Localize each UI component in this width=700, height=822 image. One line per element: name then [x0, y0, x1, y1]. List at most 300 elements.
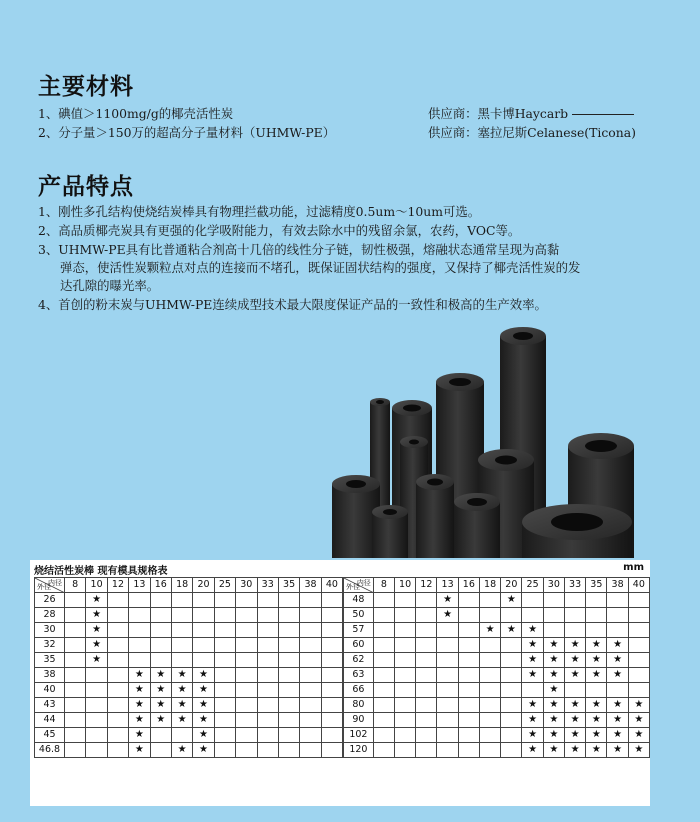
- available-star: ★: [171, 713, 192, 728]
- available-star: ★: [437, 608, 458, 623]
- empty-cell: [501, 728, 522, 743]
- table-row: [35, 713, 343, 728]
- outer-diameter-cell: 90: [344, 713, 374, 728]
- empty-cell: [522, 683, 543, 698]
- available-star: ★: [150, 683, 171, 698]
- empty-cell: [214, 593, 235, 608]
- empty-cell: [257, 743, 278, 758]
- empty-cell: [257, 623, 278, 638]
- empty-cell: [458, 608, 479, 623]
- empty-cell: [416, 743, 437, 758]
- empty-cell: [416, 623, 437, 638]
- empty-cell: [236, 713, 257, 728]
- empty-cell: [564, 683, 585, 698]
- available-star: ★: [564, 668, 585, 683]
- empty-cell: [278, 668, 299, 683]
- available-star: ★: [628, 728, 649, 743]
- outer-diameter-label: 外径: [37, 583, 51, 591]
- empty-cell: [214, 713, 235, 728]
- empty-cell: [86, 698, 107, 713]
- empty-cell: [394, 698, 415, 713]
- empty-cell: [501, 683, 522, 698]
- empty-cell: [437, 743, 458, 758]
- available-star: ★: [129, 683, 150, 698]
- table-row: [35, 593, 343, 608]
- empty-cell: [300, 743, 321, 758]
- features-heading: 产品特点: [38, 174, 134, 200]
- empty-cell: [416, 683, 437, 698]
- empty-cell: [416, 608, 437, 623]
- outer-diameter-cell: 40: [35, 683, 65, 698]
- empty-cell: [150, 623, 171, 638]
- outer-diameter-cell: 32: [35, 638, 65, 653]
- inner-diameter-header: 8: [373, 578, 394, 593]
- available-star: ★: [564, 728, 585, 743]
- inner-diameter-header: 33: [564, 578, 585, 593]
- material-supplier-2: 供应商：塞拉尼斯Celanese(Ticona): [428, 125, 636, 140]
- available-star: ★: [628, 698, 649, 713]
- empty-cell: [416, 593, 437, 608]
- outer-diameter-cell: 120: [344, 743, 374, 758]
- empty-cell: [437, 728, 458, 743]
- empty-cell: [437, 653, 458, 668]
- empty-cell: [628, 653, 649, 668]
- empty-cell: [437, 638, 458, 653]
- empty-cell: [479, 713, 500, 728]
- empty-cell: [501, 713, 522, 728]
- available-star: ★: [86, 608, 107, 623]
- empty-cell: [300, 638, 321, 653]
- inner-diameter-header: 20: [501, 578, 522, 593]
- empty-cell: [65, 593, 86, 608]
- table-row: [344, 698, 650, 713]
- empty-cell: [501, 698, 522, 713]
- outer-diameter-cell: 30: [35, 623, 65, 638]
- empty-cell: [300, 683, 321, 698]
- available-star: ★: [86, 593, 107, 608]
- feature-line-2: 2、高品质椰壳炭具有更强的化学吸附能力，有效去除水中的残留余氯，农药，VOC等。: [38, 223, 521, 238]
- available-star: ★: [586, 638, 607, 653]
- outer-diameter-cell: 46.8: [35, 743, 65, 758]
- available-star: ★: [129, 713, 150, 728]
- empty-cell: [522, 608, 543, 623]
- empty-cell: [214, 683, 235, 698]
- empty-cell: [65, 713, 86, 728]
- inner-diameter-header: 13: [129, 578, 150, 593]
- outer-diameter-cell: 102: [344, 728, 374, 743]
- available-star: ★: [543, 728, 564, 743]
- empty-cell: [278, 713, 299, 728]
- table-row: [344, 713, 650, 728]
- available-star: ★: [543, 698, 564, 713]
- table-row: [344, 743, 650, 758]
- spec-table-title: 烧结活性炭棒 现有模具规格表: [34, 566, 168, 577]
- available-star: ★: [586, 698, 607, 713]
- empty-cell: [586, 683, 607, 698]
- inner-diameter-label: 内径: [356, 579, 371, 587]
- table-row: [35, 638, 343, 653]
- empty-cell: [373, 728, 394, 743]
- empty-cell: [416, 668, 437, 683]
- outer-diameter-cell: 66: [344, 683, 374, 698]
- empty-cell: [257, 668, 278, 683]
- empty-cell: [150, 728, 171, 743]
- empty-cell: [86, 668, 107, 683]
- empty-cell: [607, 623, 628, 638]
- empty-cell: [278, 623, 299, 638]
- empty-cell: [479, 698, 500, 713]
- inner-diameter-header: 35: [586, 578, 607, 593]
- available-star: ★: [522, 668, 543, 683]
- empty-cell: [437, 623, 458, 638]
- empty-cell: [107, 623, 128, 638]
- empty-cell: [65, 608, 86, 623]
- table-row: [35, 683, 343, 698]
- empty-cell: [437, 668, 458, 683]
- empty-cell: [214, 653, 235, 668]
- inner-diameter-header: 25: [214, 578, 235, 593]
- empty-cell: [300, 623, 321, 638]
- empty-cell: [321, 698, 342, 713]
- empty-cell: [501, 608, 522, 623]
- empty-cell: [278, 728, 299, 743]
- empty-cell: [628, 638, 649, 653]
- empty-cell: [107, 683, 128, 698]
- empty-cell: [394, 713, 415, 728]
- table-row: [344, 668, 650, 683]
- available-star: ★: [564, 713, 585, 728]
- available-star: ★: [522, 728, 543, 743]
- empty-cell: [373, 593, 394, 608]
- empty-cell: [257, 713, 278, 728]
- available-star: ★: [607, 653, 628, 668]
- empty-cell: [214, 638, 235, 653]
- available-star: ★: [543, 653, 564, 668]
- empty-cell: [171, 638, 192, 653]
- empty-cell: [321, 713, 342, 728]
- empty-cell: [171, 623, 192, 638]
- empty-cell: [193, 623, 214, 638]
- feature-line-5: 达孔隙的曝光率。: [60, 278, 160, 293]
- empty-cell: [107, 698, 128, 713]
- available-star: ★: [193, 668, 214, 683]
- empty-cell: [321, 728, 342, 743]
- outer-diameter-cell: 62: [344, 653, 374, 668]
- empty-cell: [373, 608, 394, 623]
- empty-cell: [257, 608, 278, 623]
- empty-cell: [107, 593, 128, 608]
- empty-cell: [373, 653, 394, 668]
- underline-rule: [572, 114, 634, 115]
- empty-cell: [607, 608, 628, 623]
- empty-cell: [321, 638, 342, 653]
- available-star: ★: [607, 638, 628, 653]
- empty-cell: [278, 608, 299, 623]
- empty-cell: [214, 623, 235, 638]
- table-row: [344, 638, 650, 653]
- empty-cell: [278, 683, 299, 698]
- material-supplier-1: 供应商：黑卡博Haycarb: [428, 104, 634, 122]
- empty-cell: [150, 638, 171, 653]
- outer-diameter-cell: 57: [344, 623, 374, 638]
- table-row: [344, 608, 650, 623]
- empty-cell: [458, 653, 479, 668]
- table-row: [35, 623, 343, 638]
- empty-cell: [129, 608, 150, 623]
- table-row: [35, 653, 343, 668]
- empty-cell: [107, 668, 128, 683]
- empty-cell: [150, 653, 171, 668]
- table-row: [35, 698, 343, 713]
- table-row: [35, 728, 343, 743]
- outer-diameter-label: 外径: [346, 583, 360, 591]
- available-star: ★: [628, 743, 649, 758]
- available-star: ★: [522, 713, 543, 728]
- empty-cell: [373, 698, 394, 713]
- empty-cell: [543, 608, 564, 623]
- table-row: [344, 593, 650, 608]
- table-row: [344, 623, 650, 638]
- empty-cell: [236, 593, 257, 608]
- empty-cell: [607, 593, 628, 608]
- empty-cell: [416, 653, 437, 668]
- empty-cell: [586, 593, 607, 608]
- available-star: ★: [150, 668, 171, 683]
- empty-cell: [564, 623, 585, 638]
- inner-diameter-header: 20: [193, 578, 214, 593]
- empty-cell: [501, 668, 522, 683]
- available-star: ★: [171, 668, 192, 683]
- empty-cell: [107, 653, 128, 668]
- inner-diameter-header: 33: [257, 578, 278, 593]
- empty-cell: [394, 638, 415, 653]
- available-star: ★: [193, 743, 214, 758]
- empty-cell: [214, 743, 235, 758]
- empty-cell: [394, 608, 415, 623]
- available-star: ★: [522, 653, 543, 668]
- empty-cell: [236, 683, 257, 698]
- table-row: [35, 608, 343, 623]
- available-star: ★: [171, 743, 192, 758]
- empty-cell: [479, 728, 500, 743]
- available-star: ★: [564, 653, 585, 668]
- empty-cell: [321, 668, 342, 683]
- empty-cell: [171, 653, 192, 668]
- empty-cell: [501, 743, 522, 758]
- empty-cell: [129, 653, 150, 668]
- table-row: [344, 653, 650, 668]
- empty-cell: [586, 608, 607, 623]
- empty-cell: [278, 638, 299, 653]
- inner-diameter-header: 38: [607, 578, 628, 593]
- empty-cell: [479, 608, 500, 623]
- empty-cell: [416, 713, 437, 728]
- outer-diameter-cell: 28: [35, 608, 65, 623]
- empty-cell: [458, 743, 479, 758]
- available-star: ★: [628, 713, 649, 728]
- outer-diameter-cell: 60: [344, 638, 374, 653]
- available-star: ★: [501, 623, 522, 638]
- empty-cell: [628, 683, 649, 698]
- empty-cell: [479, 638, 500, 653]
- empty-cell: [257, 593, 278, 608]
- available-star: ★: [522, 623, 543, 638]
- empty-cell: [65, 743, 86, 758]
- empty-cell: [257, 638, 278, 653]
- empty-cell: [236, 623, 257, 638]
- empty-cell: [278, 743, 299, 758]
- available-star: ★: [479, 623, 500, 638]
- empty-cell: [65, 638, 86, 653]
- inner-diameter-header: 40: [321, 578, 342, 593]
- inner-diameter-header: 30: [543, 578, 564, 593]
- inner-diameter-header: 18: [171, 578, 192, 593]
- empty-cell: [65, 623, 86, 638]
- inner-diameter-header: 38: [300, 578, 321, 593]
- available-star: ★: [501, 593, 522, 608]
- empty-cell: [437, 683, 458, 698]
- empty-cell: [65, 668, 86, 683]
- empty-cell: [479, 743, 500, 758]
- feature-line-4: 弹态，使活性炭颗粒点对点的连接而不堵孔，既保证固状结构的强度，又保持了椰壳活性炭的发: [60, 260, 581, 275]
- empty-cell: [278, 593, 299, 608]
- empty-cell: [193, 593, 214, 608]
- inner-diameter-label: 内径: [48, 579, 62, 587]
- material-item-1: 1、碘值＞1100mg/g的椰壳活性炭: [38, 106, 234, 121]
- empty-cell: [373, 638, 394, 653]
- outer-diameter-cell: 43: [35, 698, 65, 713]
- inner-diameter-header: 35: [278, 578, 299, 593]
- empty-cell: [236, 653, 257, 668]
- empty-cell: [394, 593, 415, 608]
- empty-cell: [278, 653, 299, 668]
- inner-diameter-header: 10: [86, 578, 107, 593]
- empty-cell: [458, 698, 479, 713]
- empty-cell: [193, 653, 214, 668]
- outer-diameter-cell: 63: [344, 668, 374, 683]
- empty-cell: [458, 593, 479, 608]
- available-star: ★: [543, 713, 564, 728]
- empty-cell: [214, 608, 235, 623]
- available-star: ★: [522, 698, 543, 713]
- empty-cell: [107, 743, 128, 758]
- available-star: ★: [129, 668, 150, 683]
- available-star: ★: [193, 713, 214, 728]
- empty-cell: [373, 683, 394, 698]
- empty-cell: [394, 668, 415, 683]
- empty-cell: [171, 593, 192, 608]
- spec-table: [30, 560, 650, 806]
- empty-cell: [373, 743, 394, 758]
- available-star: ★: [564, 638, 585, 653]
- empty-cell: [321, 653, 342, 668]
- empty-cell: [458, 683, 479, 698]
- empty-cell: [214, 728, 235, 743]
- empty-cell: [564, 593, 585, 608]
- empty-cell: [479, 593, 500, 608]
- empty-cell: [236, 743, 257, 758]
- empty-cell: [65, 698, 86, 713]
- inner-diameter-header: 25: [522, 578, 543, 593]
- empty-cell: [257, 698, 278, 713]
- available-star: ★: [543, 683, 564, 698]
- empty-cell: [416, 638, 437, 653]
- spec-grid-right: [343, 577, 650, 758]
- available-star: ★: [586, 743, 607, 758]
- table-row: [35, 743, 343, 758]
- empty-cell: [86, 683, 107, 698]
- available-star: ★: [607, 668, 628, 683]
- empty-cell: [479, 683, 500, 698]
- available-star: ★: [86, 638, 107, 653]
- empty-cell: [107, 728, 128, 743]
- inner-diameter-header: 40: [628, 578, 649, 593]
- empty-cell: [236, 698, 257, 713]
- empty-cell: [373, 713, 394, 728]
- inner-diameter-header: 8: [65, 578, 86, 593]
- empty-cell: [171, 608, 192, 623]
- empty-cell: [628, 608, 649, 623]
- outer-diameter-cell: 38: [35, 668, 65, 683]
- available-star: ★: [607, 713, 628, 728]
- empty-cell: [628, 668, 649, 683]
- empty-cell: [394, 653, 415, 668]
- empty-cell: [300, 728, 321, 743]
- spec-table-unit: mm: [623, 562, 644, 573]
- available-star: ★: [171, 683, 192, 698]
- empty-cell: [564, 608, 585, 623]
- empty-cell: [416, 728, 437, 743]
- empty-cell: [65, 653, 86, 668]
- table-row: [344, 683, 650, 698]
- empty-cell: [107, 608, 128, 623]
- available-star: ★: [193, 698, 214, 713]
- available-star: ★: [193, 728, 214, 743]
- empty-cell: [300, 698, 321, 713]
- empty-cell: [86, 713, 107, 728]
- empty-cell: [321, 743, 342, 758]
- available-star: ★: [586, 653, 607, 668]
- empty-cell: [193, 638, 214, 653]
- available-star: ★: [437, 593, 458, 608]
- inner-diameter-header: 12: [416, 578, 437, 593]
- empty-cell: [373, 668, 394, 683]
- header-row: [35, 578, 343, 593]
- corner-cell: [35, 578, 65, 593]
- empty-cell: [214, 668, 235, 683]
- available-star: ★: [543, 668, 564, 683]
- empty-cell: [394, 728, 415, 743]
- outer-diameter-cell: 44: [35, 713, 65, 728]
- inner-diameter-header: 12: [107, 578, 128, 593]
- table-row: [344, 728, 650, 743]
- empty-cell: [300, 668, 321, 683]
- available-star: ★: [171, 698, 192, 713]
- available-star: ★: [564, 743, 585, 758]
- empty-cell: [236, 668, 257, 683]
- empty-cell: [458, 713, 479, 728]
- empty-cell: [321, 593, 342, 608]
- empty-cell: [257, 728, 278, 743]
- inner-diameter-header: 16: [150, 578, 171, 593]
- available-star: ★: [86, 623, 107, 638]
- empty-cell: [300, 653, 321, 668]
- empty-cell: [501, 638, 522, 653]
- empty-cell: [458, 638, 479, 653]
- empty-cell: [628, 593, 649, 608]
- available-star: ★: [607, 743, 628, 758]
- empty-cell: [394, 683, 415, 698]
